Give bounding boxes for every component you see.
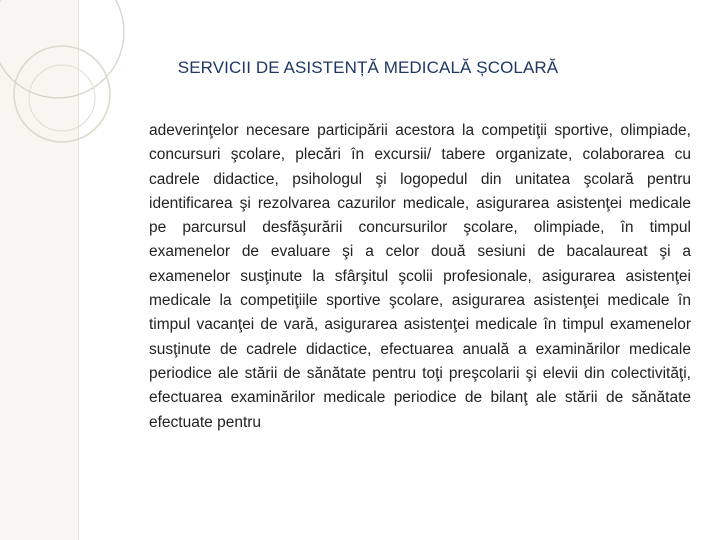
body-paragraph: adeverinţelor necesare participării acestora la competiţii sportive, olimpiade, concursuri şcolare, plecări în excursii/ tabere organizate, colaborarea cu cadrele didactice, psihologul şi logopedul din unitatea şcolară pentru identificarea şi rezolvarea cazurilor medicale, asigurarea asistenţei medicale pe parcursul desfăşurării concursurilor şcolare, olimpiade, în timpul examenelor de evaluare şi a celor două sesiuni de bacalaureat şi a examenelor susţinute la sfârşitul şcolii profesionale, asigurarea asistenţei medicale la competiţiile sportive şcolare, asigurarea asistenţei medicale în timpul vacanţei de vară, asigurarea asistenţei medicale în timpul examenelor susţinute de cadrele didactice, efectuarea anuală a examinărilor medicale periodice ale stării de sănătate pentru toţi preşcolarii şi elevii din colectivităţi, efectuarea examinărilor medicale periodice de bilanţ ale stării de sănătate efectuate pentru [149,122,691,431]
decorative-circle-large [0,0,124,98]
page-title: SERVICII DE ASISTENȚĂ MEDICALĂ ȘCOLARĂ [177,58,559,77]
